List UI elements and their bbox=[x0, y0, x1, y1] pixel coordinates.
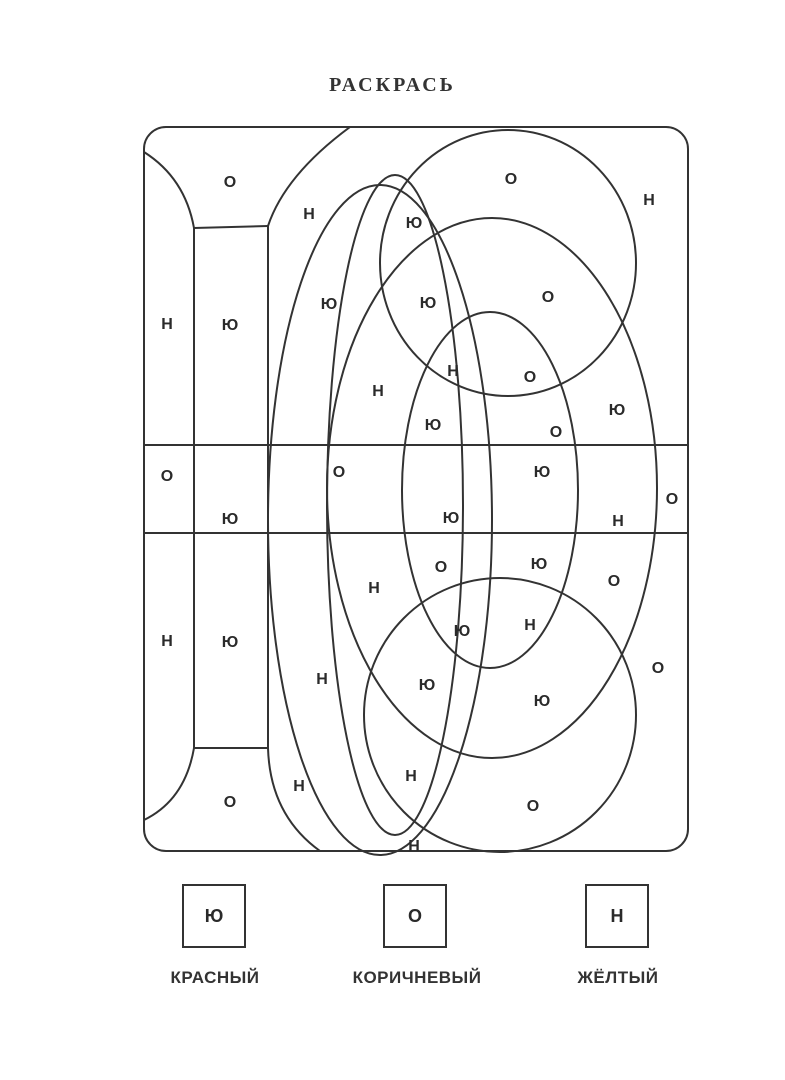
inner-oval bbox=[402, 312, 578, 668]
region-label: О bbox=[541, 289, 555, 306]
region-label: Н bbox=[161, 316, 173, 333]
region-label: Ю bbox=[405, 215, 423, 232]
region-label: О bbox=[434, 559, 448, 576]
region-label: Н bbox=[612, 513, 624, 530]
legend-label-yellow: ЖЁЛТЫЙ bbox=[577, 968, 659, 987]
region-label: О bbox=[223, 174, 237, 191]
region-label: О bbox=[607, 573, 621, 590]
region-label: Ю bbox=[533, 693, 551, 710]
region-label: Н bbox=[161, 633, 173, 650]
region-label: Ю bbox=[424, 417, 442, 434]
region-label: О bbox=[665, 491, 679, 508]
legend-box-brown: О bbox=[383, 884, 447, 948]
left-column-top bbox=[194, 226, 268, 228]
bottom-left-curve bbox=[144, 748, 194, 820]
region-label: Ю bbox=[320, 296, 338, 313]
region-label: Н bbox=[408, 838, 420, 855]
region-label: Н bbox=[524, 617, 536, 634]
page-title: РАСКРАСЬ bbox=[329, 74, 456, 96]
top-circle bbox=[380, 130, 636, 396]
region-label: Ю bbox=[530, 556, 548, 573]
top-left-curve bbox=[144, 152, 194, 228]
region-label: Ю bbox=[419, 295, 437, 312]
region-label: О bbox=[504, 171, 518, 188]
legend-label-red: КРАСНЫЙ bbox=[170, 968, 260, 987]
region-label: О bbox=[651, 660, 665, 677]
bottom-circle bbox=[364, 578, 636, 852]
region-label: О bbox=[223, 794, 237, 811]
region-label: О bbox=[160, 468, 174, 485]
region-label: Ю bbox=[533, 464, 551, 481]
legend-box-yellow: Н bbox=[585, 884, 649, 948]
bottom-right-curve bbox=[268, 748, 320, 851]
region-label: Ю bbox=[221, 511, 239, 528]
region-label: О bbox=[332, 464, 346, 481]
region-label: Н bbox=[643, 192, 655, 209]
region-label: Н bbox=[368, 580, 380, 597]
region-label: Ю bbox=[453, 623, 471, 640]
region-label: О bbox=[526, 798, 540, 815]
region-label: Н bbox=[303, 206, 315, 223]
region-label: Н bbox=[405, 768, 417, 785]
region-label: Ю bbox=[442, 510, 460, 527]
region-label: Ю bbox=[418, 677, 436, 694]
legend-label-brown: КОРИЧНЕВЫЙ bbox=[352, 968, 482, 987]
outer-frame bbox=[144, 127, 688, 851]
medium-oval bbox=[327, 175, 463, 835]
legend-box-red: Ю bbox=[182, 884, 246, 948]
region-label: Ю bbox=[221, 634, 239, 651]
region-label: Н bbox=[372, 383, 384, 400]
region-label: Н bbox=[447, 363, 459, 380]
region-label: О bbox=[549, 424, 563, 441]
region-label: Ю bbox=[608, 402, 626, 419]
region-label: О bbox=[523, 369, 537, 386]
region-label: Н bbox=[293, 778, 305, 795]
region-label: Н bbox=[316, 671, 328, 688]
region-label: Ю bbox=[221, 317, 239, 334]
